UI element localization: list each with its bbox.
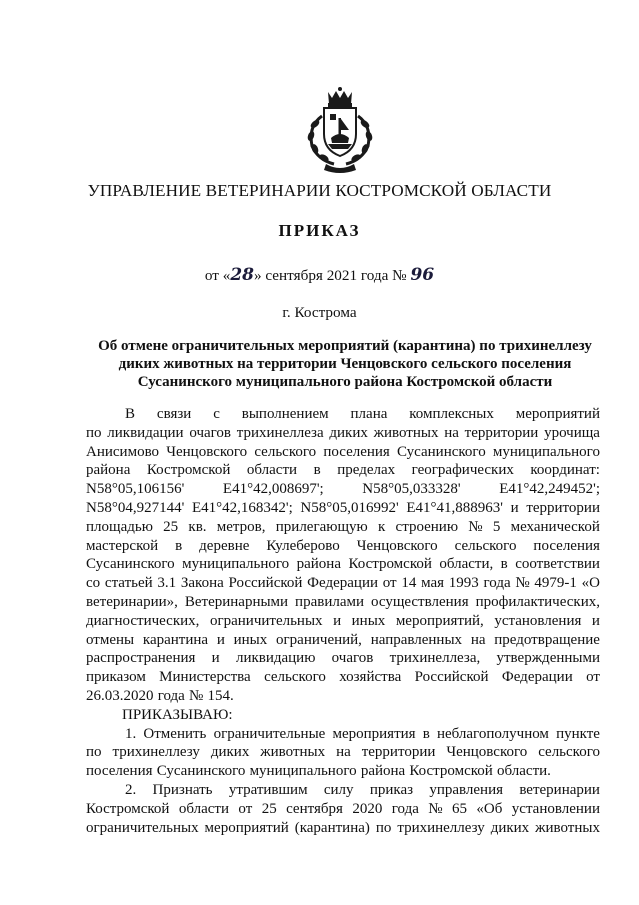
coat-of-arms-emblem xyxy=(298,86,382,174)
body-line: по ликвидации очагов трихинеллеза диких животных на территории урочища xyxy=(86,424,600,441)
body-line: N58°05,106156' E41°42,008697'; N58°05,033328' E41°42,249452'; xyxy=(86,481,600,498)
body-line: В связи с выполнением плана комплексных мероприятий xyxy=(125,406,600,422)
body-line: Сусанинского муниципального района Костромской области, в соответствии xyxy=(86,556,600,573)
city-line: г. Кострома xyxy=(282,304,357,321)
body-line: поселения Сусанинского муниципального района Костромской области. xyxy=(86,763,551,780)
body-line: N58°04,927144' E41°42,168342'; N58°05,016992' E41°41,888963' и территории xyxy=(86,499,600,516)
order-body xyxy=(86,405,600,837)
body-line: ограничительных мероприятий (карантина) по трихинеллезу диких животных xyxy=(86,819,600,836)
body-line: распространения и ликвидацию очагов трихинеллеза, утвержденными xyxy=(86,650,600,667)
body-line: мастерской в деревне Кулеберово Ченцовского сельского поселения xyxy=(86,537,600,554)
document-type: ПРИКАЗ xyxy=(278,221,361,240)
body-line: площадью 25 кв. метров, прилегающую к строению № 5 механической xyxy=(86,518,600,535)
agency-name: УПРАВЛЕНИЕ ВЕТЕРИНАРИИ КОСТРОМСКОЙ ОБЛАСТИ xyxy=(87,181,552,200)
body-line: по трихинеллезу диких животных на территории Ченцовского сельского xyxy=(86,744,600,761)
body-line: Анисимово Ченцовского сельского поселения Сусанинского муниципального xyxy=(86,443,600,460)
title-line: диких животных на территории Ченцовского сельского поселения xyxy=(118,356,572,372)
date-prefix: от « xyxy=(204,267,231,284)
body-line: ветеринарии», Ветеринарными правилами осуществления профилактических, xyxy=(86,593,600,610)
title-line: Об отмене ограничительных мероприятий (карантина) по трихинеллезу xyxy=(98,338,592,354)
order-title xyxy=(90,337,600,391)
title-line: Сусанинского муниципального района Костромской области xyxy=(137,374,553,390)
handwritten-day: 28 xyxy=(230,265,254,285)
body-line: со статьей 3.1 Закона Российской Федерации от 14 мая 1993 года № 4979-1 «О xyxy=(86,575,600,592)
body-line: 1. Отменить ограничительные мероприятия в неблагополучном пункте xyxy=(125,725,600,742)
body-line: Костромской области от 25 сентября 2020 года № 65 «Об установлении xyxy=(86,800,600,817)
body-line: района Костромской области в пределах географических координат: xyxy=(86,462,600,479)
body-line: приказом Министерства сельского хозяйства Российской Федерации от xyxy=(86,669,600,686)
handwritten-number: 96 xyxy=(410,265,435,285)
body-line: диагностических, ограничительных и иных мероприятий, установления и xyxy=(86,612,600,629)
body-line: отмены карантина и иных ограничений, направленных на предотвращение xyxy=(86,631,600,648)
order-directive: ПРИКАЗЫВАЮ: xyxy=(122,706,233,723)
body-line: 2. Признать утратившим силу приказ управления ветеринарии xyxy=(125,781,600,798)
date-and-number-line xyxy=(0,265,639,285)
date-rest: » сентября 2021 года № xyxy=(253,267,411,284)
body-line: 26.03.2020 года № 154. xyxy=(86,687,234,704)
